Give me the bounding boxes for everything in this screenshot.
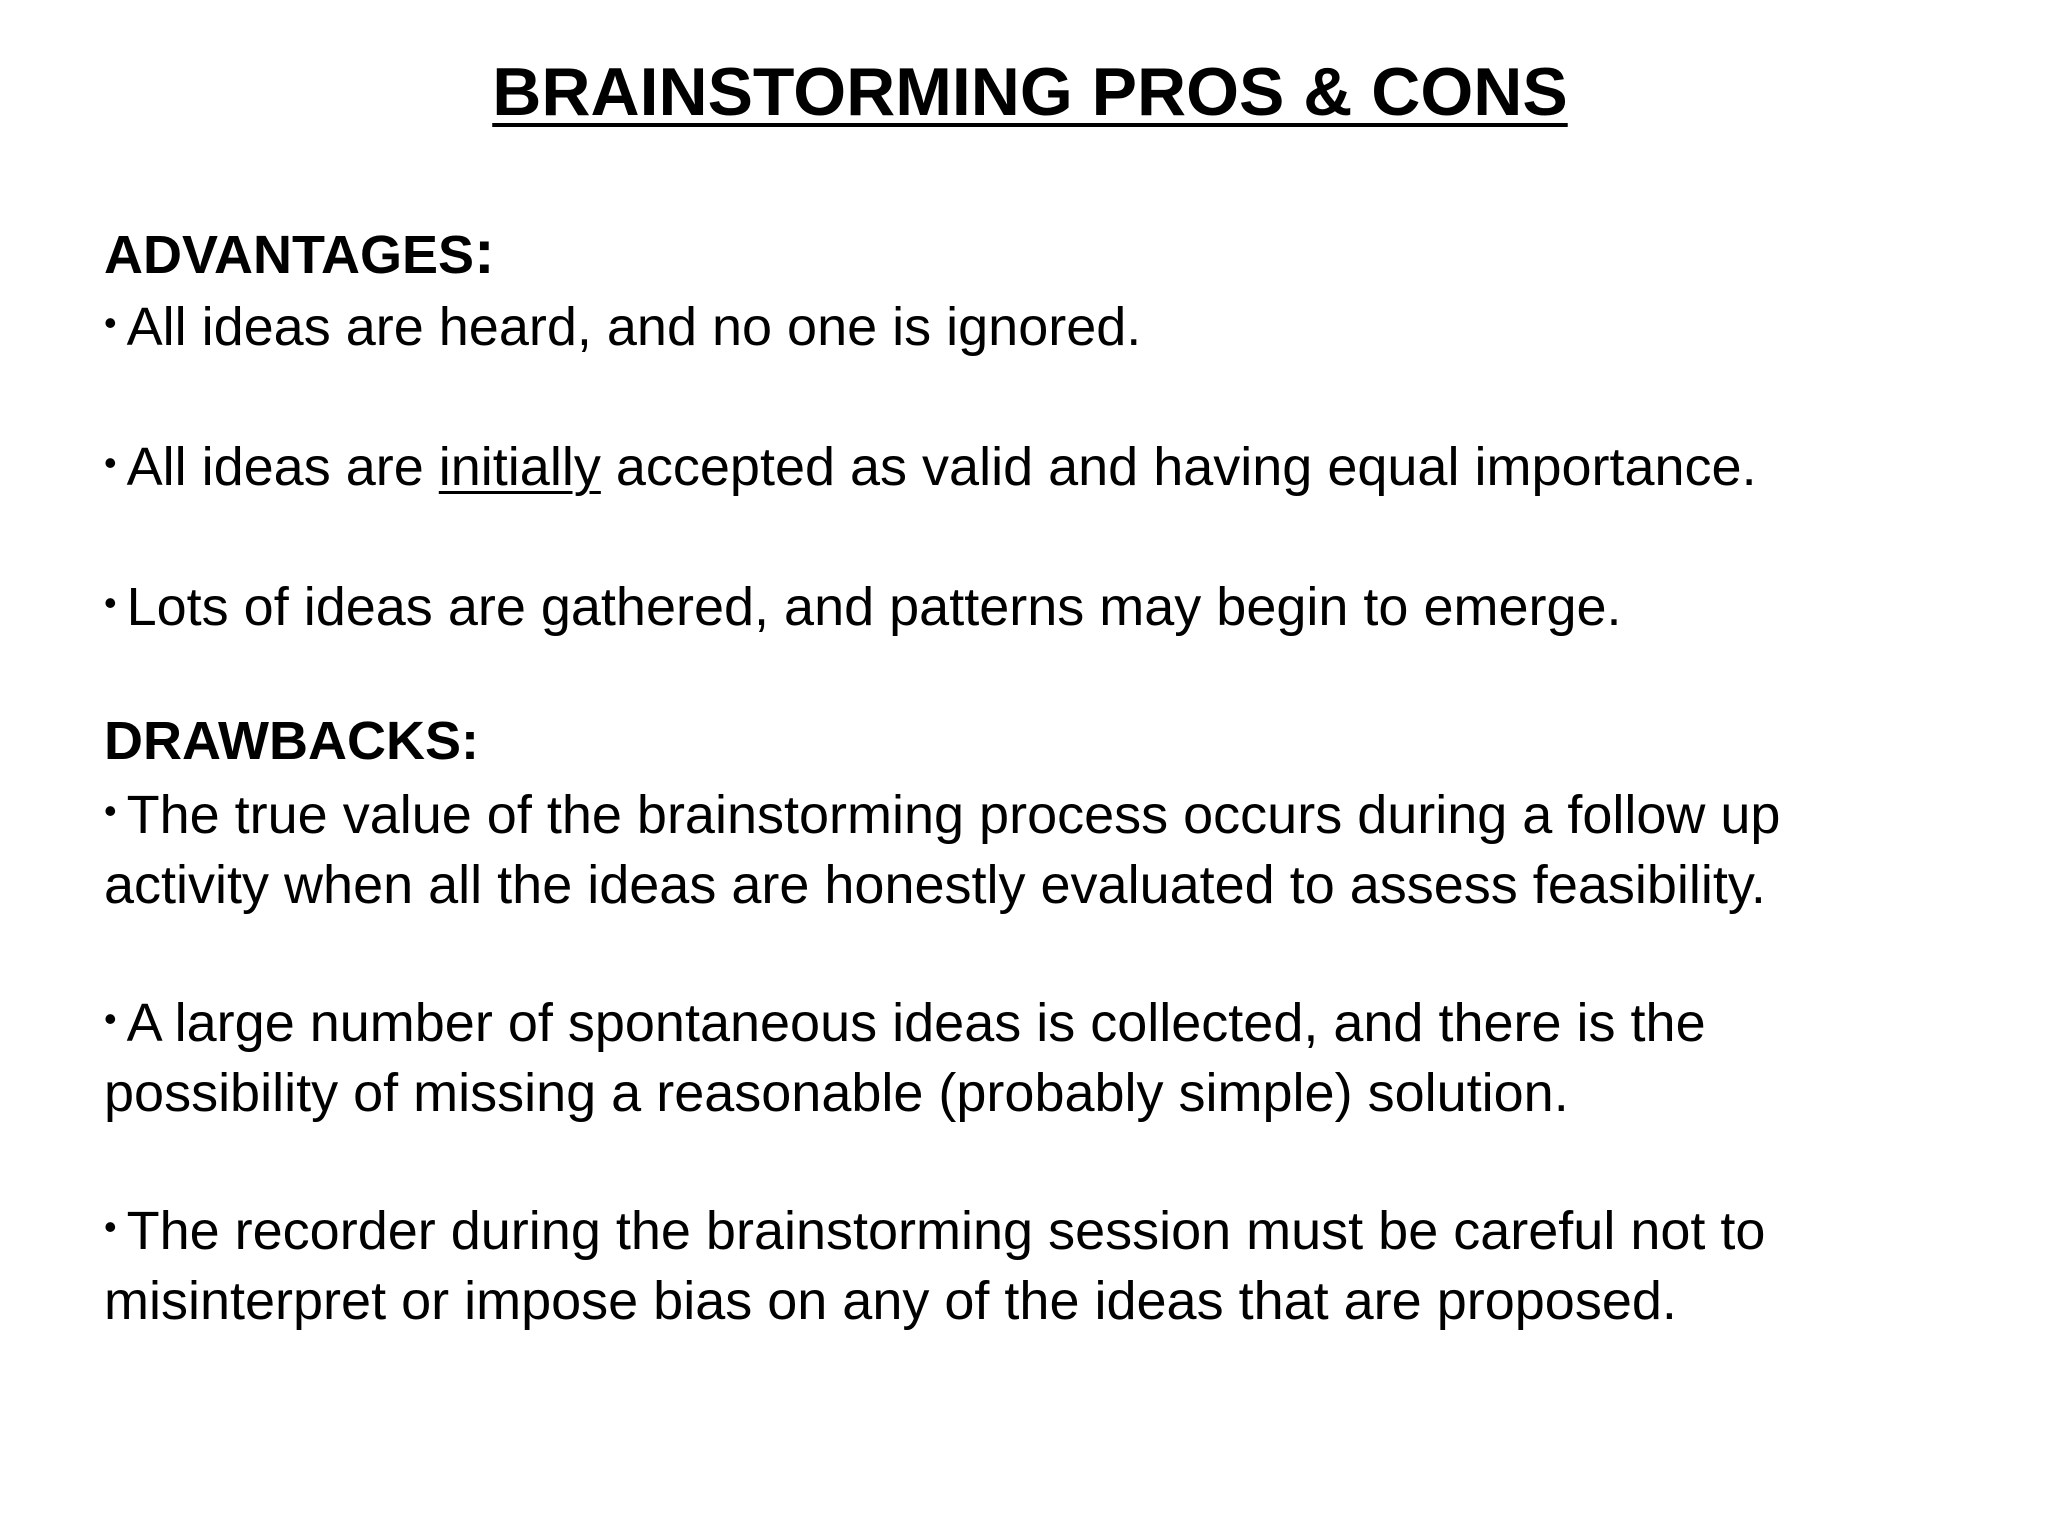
drawback-text-1b: activity when all the ideas are honestly evaluated to assess feasibility. [104,855,1766,915]
drawback-item-1 [104,776,1984,920]
advantage-item-1 [104,288,1984,362]
drawback-item-2 [104,984,1984,1128]
drawback-text-1a: The true value of the brainstorming process occurs during a follow up [126,785,1781,845]
bullet-icon: • [104,1206,117,1247]
advantage-item-2 [104,428,1984,502]
advantages-heading [104,218,1984,290]
advantage-text-2-after: accepted as valid and having equal importance. [600,437,1757,497]
drawback-3-line-1 [104,1192,1984,1266]
advantage-text-2-before: All ideas are [126,437,439,497]
drawback-text-3a: The recorder during the brainstorming session must be careful not to [126,1201,1766,1261]
bullet-icon: • [104,302,117,343]
advantage-text-3: Lots of ideas are gathered, and patterns may begin to emerge. [126,577,1622,637]
advantages-heading-text: ADVANTAGES [104,225,475,285]
bullet-icon: • [104,790,117,831]
advantage-item-3 [104,568,1984,642]
bullet-icon: • [104,998,117,1039]
drawback-text-2b: possibility of missing a reasonable (probably simple) solution. [104,1063,1569,1123]
drawback-1-line-1 [104,776,1984,850]
advantage-text-1: All ideas are heard, and no one is ignored. [126,297,1142,357]
drawback-text-3b: misinterpret or impose bias on any of the ideas that are proposed. [104,1271,1677,1331]
advantage-text-2-emphasis: initially [438,437,601,497]
drawback-item-3 [104,1192,1984,1336]
slide-title: BRAINSTORMING PROS & CONS [492,54,1568,130]
bullet-icon: • [104,582,117,623]
advantages-heading-colon: : [474,218,495,287]
drawback-2-line-1 [104,984,1984,1058]
drawback-text-2a: A large number of spontaneous ideas is collected, and there is the [126,993,1706,1053]
bullet-icon: • [104,442,117,483]
drawbacks-heading: DRAWBACKS: [104,711,479,771]
